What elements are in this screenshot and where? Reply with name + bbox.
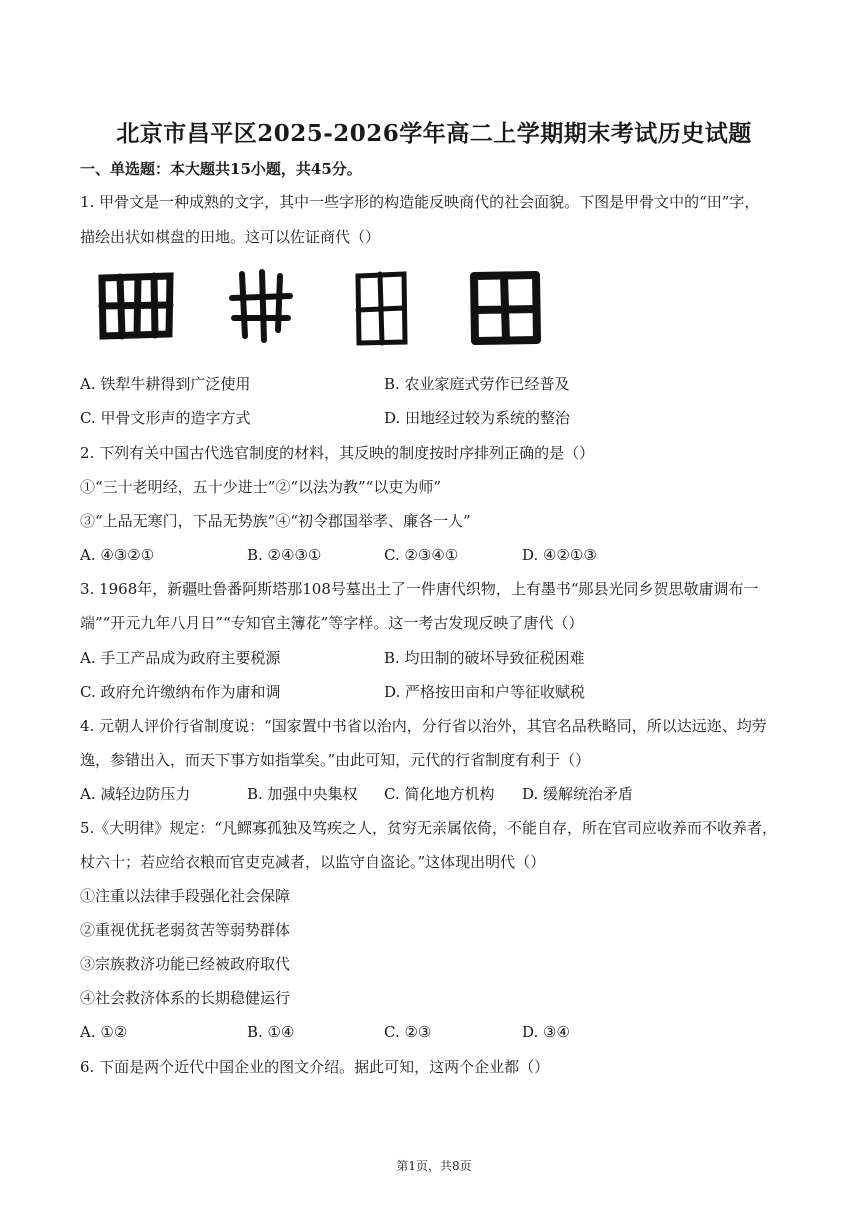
page-title: 北京市昌平区2025-2026学年高二上学期期末考试历史试题 bbox=[116, 120, 752, 147]
q3-option-b: B. 均田制的破坏导致征税困难 bbox=[384, 649, 585, 667]
oracle-tian-glyph-4-icon bbox=[466, 268, 544, 348]
q4-option-a: A. 减轻边防压力 bbox=[80, 785, 191, 803]
q5-option-d: D. ③④ bbox=[522, 1023, 570, 1041]
q6-stem-line1: 6. 下面是两个近代中国企业的图文介绍。据此可知，这两个企业都（） bbox=[80, 1058, 550, 1076]
q5-statement-4: ④社会救济体系的长期稳健运行 bbox=[80, 989, 291, 1007]
q5-statement-3: ③宗族救济功能已经被政府取代 bbox=[80, 955, 291, 973]
q2-statement-3-4: ③“上品无寒门，下品无势族”④“初令郡国举孝、廉各一人” bbox=[80, 512, 471, 530]
q2-option-b: B. ②④③① bbox=[247, 546, 322, 564]
q1-option-c: C. 甲骨文形声的造字方式 bbox=[80, 409, 251, 427]
q2-option-c: C. ②③④① bbox=[384, 546, 459, 564]
q5-option-c: C. ②③ bbox=[384, 1023, 432, 1041]
q5-statement-2: ②重视优抚老弱贫苦等弱势群体 bbox=[80, 921, 291, 939]
q2-statement-1-2: ①“三十老明经，五十少进士”②“以法为教”“以吏为师” bbox=[80, 478, 442, 496]
q3-stem-line2: 端”“开元九年八月日”“专知官主簿花”等字样。这一考古发现反映了唐代（） bbox=[80, 614, 584, 632]
q5-option-a: A. ①② bbox=[80, 1023, 128, 1041]
q4-stem-line1: 4. 元朝人评价行省制度说：“国家置中书省以治内，分行省以治外，其官名品秩略同，所以达远迩、均劳 bbox=[80, 717, 767, 735]
section-heading: 一、单选题：本大题共15小题，共45分。 bbox=[80, 160, 362, 178]
q4-option-c: C. 简化地方机构 bbox=[384, 785, 495, 803]
q5-stem-line2: 杖六十；若应给衣粮而官吏克减者，以监守自盗论。”这体现出明代（） bbox=[80, 853, 546, 871]
q2-option-a: A. ④③②① bbox=[80, 546, 155, 564]
q5-option-b: B. ①④ bbox=[247, 1023, 295, 1041]
oracle-tian-glyph-3-icon bbox=[352, 268, 410, 348]
oracle-tian-glyph-1-icon bbox=[96, 268, 176, 342]
q3-option-d: D. 严格按田亩和户等征收赋税 bbox=[384, 683, 586, 701]
q1-stem-line2: 描绘出状如棋盘的田地。这可以佐证商代（） bbox=[80, 228, 381, 246]
q3-option-c: C. 政府允许缴纳布作为庸和调 bbox=[80, 683, 281, 701]
q2-option-d: D. ④②①③ bbox=[522, 546, 597, 564]
q1-option-a: A. 铁犁牛耕得到广泛使用 bbox=[80, 375, 251, 393]
q1-option-b: B. 农业家庭式劳作已经普及 bbox=[384, 375, 570, 393]
q1-stem-line1: 1. 甲骨文是一种成熟的文字，其中一些字形的构造能反映商代的社会面貌。下图是甲骨文中的“田”字， bbox=[80, 193, 760, 211]
q5-stem-line1: 5.《大明律》规定：“凡鳏寡孤独及笃疾之人，贫穷无亲属依倚，不能自存，所在官司应收养而不收养者， bbox=[80, 819, 777, 837]
page-footer: 第1页，共8页 bbox=[396, 1159, 472, 1173]
q3-stem-line1: 3. 1968年，新疆吐鲁番阿斯塔那108号墓出土了一件唐代织物，上有墨书“郧县光同乡贺思敬庸调布一 bbox=[80, 580, 759, 598]
q3-option-a: A. 手工产品成为政府主要税源 bbox=[80, 649, 281, 667]
oracle-tian-glyph-2-icon bbox=[228, 268, 294, 344]
q5-statement-1: ①注重以法律手段强化社会保障 bbox=[80, 887, 291, 905]
q2-stem-line1: 2. 下列有关中国古代选官制度的材料，其反映的制度按时序排列正确的是（） bbox=[80, 444, 595, 462]
q1-option-d: D. 田地经过较为系统的整治 bbox=[384, 409, 571, 427]
q4-option-d: D. 缓解统治矛盾 bbox=[522, 785, 634, 803]
q4-option-b: B. 加强中央集权 bbox=[247, 785, 358, 803]
q4-stem-line2: 逸，参错出入，而天下事方如指掌矣。”由此可知，元代的行省制度有利于（） bbox=[80, 751, 591, 769]
